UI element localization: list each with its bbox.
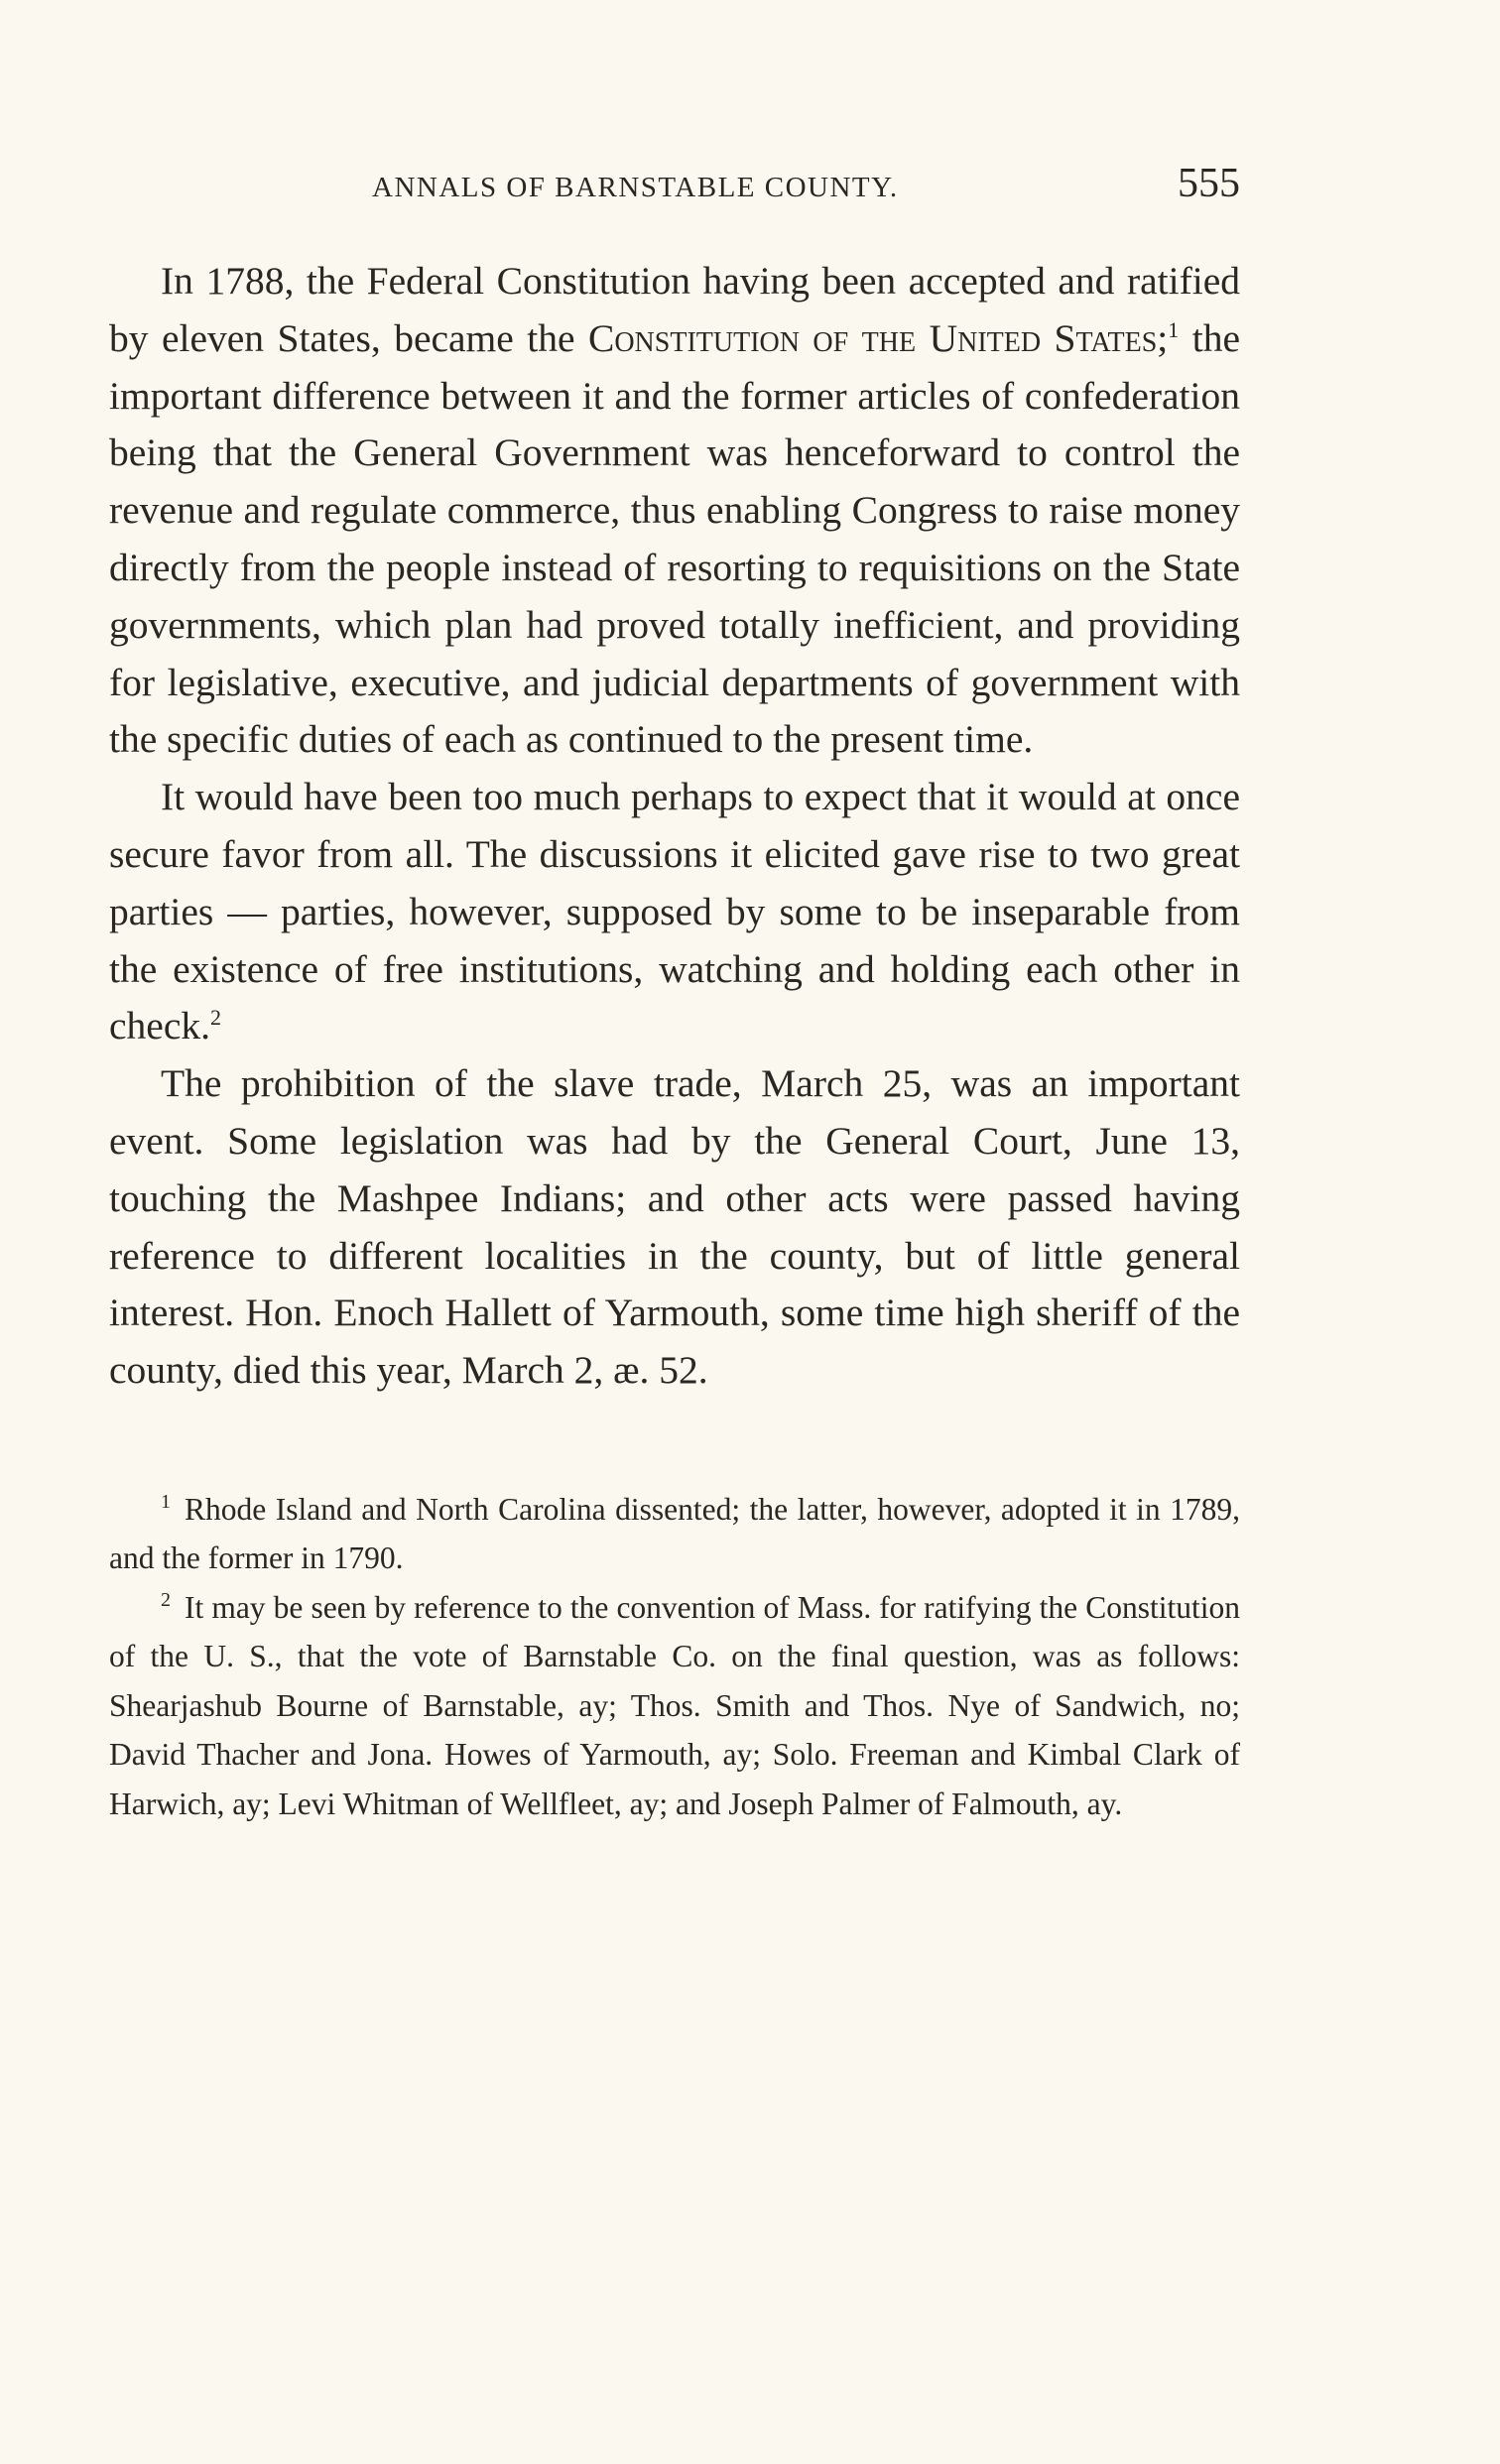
running-head: ANNALS OF BARNSTABLE COUNTY. bbox=[372, 172, 899, 203]
footnote-2 bbox=[109, 1583, 1240, 1829]
footnote-reference-2[interactable]: 2 bbox=[209, 1005, 221, 1031]
footnote-2-text: It may be seen by reference to the convention of Mass. for ratifying the Constitution of the U. S., that the vote of Barnstable Co. on the final question, was as follows: Shearjashub Bourne of Barnstable, ay; Thos. Smith and Thos. Nye of Sandwich, no; David Thacher and Jona. Howes of Yarmouth, ay; Solo. Freeman and Kimbal Clark of Harwich, ay; Levi Whitman of Wellfleet, ay; and Joseph Palmer of Falmouth, ay. bbox=[109, 1589, 1240, 1821]
footnote-1-mark: 1 bbox=[161, 1491, 171, 1514]
footnote-2-mark: 2 bbox=[161, 1589, 171, 1612]
book-page bbox=[109, 154, 1240, 1828]
paragraph-2-text: It would have been too much perhaps to expect that it would at once secure favor from all. The discussions it elicited gave rise to two great parties — parties, however, supposed by some to be inseparable from the existence of free institutions, watching and holding each other in check. bbox=[109, 775, 1240, 1048]
footnotes bbox=[109, 1485, 1240, 1829]
paragraph-2 bbox=[109, 769, 1240, 1055]
paragraph-1-text-a: In 1788, the Federal Constitution having been accepted and ratified by eleven States, became the bbox=[109, 259, 1240, 360]
constitution-title: Constitution of the United States bbox=[587, 315, 1158, 360]
footnote-1-text: Rhode Island and North Carolina dissented; the latter, however, adopted it in 1789, and the former in 1790. bbox=[109, 1491, 1240, 1576]
paragraph-3: The prohibition of the slave trade, March 25, was an important event. Some legislation was had by the General Court, June 13, touching the Mashpee Indians; and other acts were passed having reference to different localities in the county, but of little general interest. Hon. Enoch Hallett of Yarmouth, some time high sheriff of the county, died this year, March 2, æ. 52. bbox=[109, 1061, 1240, 1393]
page-number: 555 bbox=[1178, 161, 1240, 206]
footnote-reference-1[interactable]: 1 bbox=[1168, 316, 1180, 342]
paragraph-1-text-b: ; bbox=[1157, 315, 1169, 360]
footnote-1 bbox=[109, 1485, 1240, 1583]
paragraph-1 bbox=[109, 253, 1240, 769]
main-text bbox=[109, 253, 1240, 1400]
page-header bbox=[109, 154, 1240, 213]
paragraph-1-text-c: the important difference between it and the former articles of confederation being that the General Government was henceforward to control the revenue and regulate commerce, thus enabling Congress to raise money directly from the people instead of resorting to requisitions on the State governments, which plan had proved totally inefficient, and providing for legislative, executive, and judicial departments of government with the specific duties of each as continued to the present time. bbox=[109, 315, 1240, 762]
